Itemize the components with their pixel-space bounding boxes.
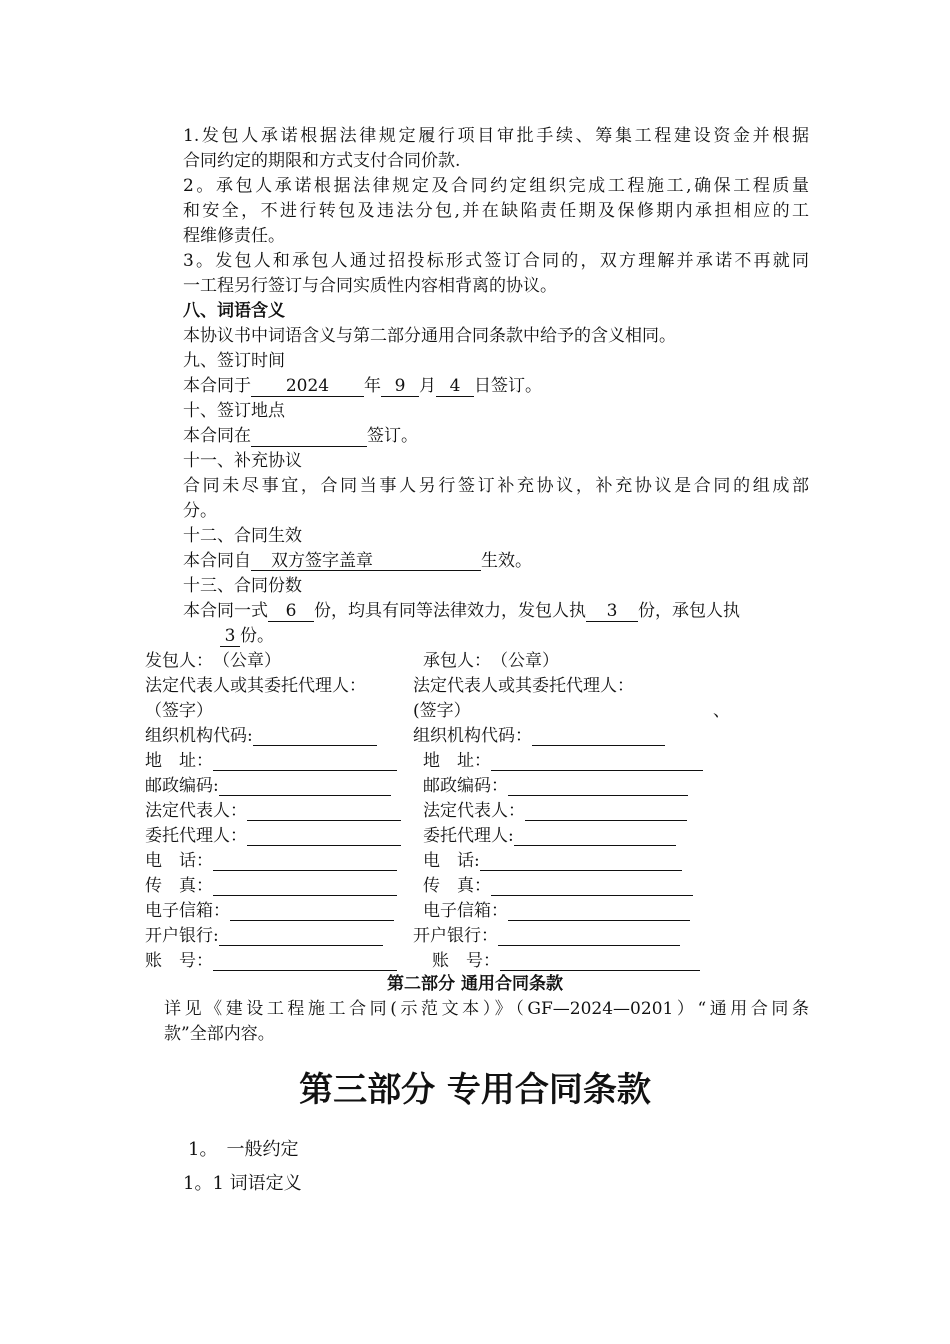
copies-line [183,599,809,624]
contractor-copies: 3 [220,627,240,647]
section-11-line-2: 分。 [183,501,217,521]
signing-place-field [251,427,367,447]
contractor-stray-mark: 、 [713,701,730,721]
contractor-bank-field[interactable] [498,926,680,946]
employer-postcode: 邮政编码: [145,774,391,799]
employer-org-code: 组织机构代码: [145,724,377,749]
section-11-heading: 十一、补充协议 [183,451,302,471]
contractor-postcode: 邮政编码： [423,774,688,799]
copies-mid-2: 份，承包人执 [638,601,740,621]
employer-account-field[interactable] [213,951,397,971]
contractor-agent: 委托代理人: [423,824,676,849]
signing-place-suffix: 签订。 [367,426,418,446]
employer-email: 电子信箱： [145,899,394,924]
contractor-bank: 开户银行： [413,924,680,949]
part-2-line-1: 详见《建设工程施工合同(示范文本）》（GF—2024—0201）“通用合同条 [164,999,809,1019]
part-3-item-1: 1。 一般约定 [188,1139,299,1160]
contractor-org-code: 组织机构代码： [413,724,665,749]
contractor-sign: (签字） [413,701,471,721]
promise-2-line-2: 和安全，不进行转包及违法分包,并在缺陷责任期及保修期内承担相应的工 [183,201,809,221]
employer-fax: 传 真： [145,874,397,899]
promise-1-line-2: 合同约定的期限和方式支付合同价款. [183,151,461,171]
employer-bank: 开户银行: [145,924,383,949]
section-10-heading: 十、签订地点 [183,401,285,421]
contractor-agent-field[interactable] [514,826,676,846]
employer-agent: 委托代理人： [145,824,401,849]
employer-bank-field[interactable] [219,926,383,946]
employer-fax-field[interactable] [213,876,397,896]
signing-date-suffix: 日签订。 [474,376,542,396]
employer-phone-field[interactable] [213,851,397,871]
employer-address: 地 址： [145,749,397,774]
section-9-heading: 九、签订时间 [183,351,285,371]
copies-suffix: 份。 [240,626,274,646]
signing-place-line [183,424,809,449]
section-12-heading: 十二、合同生效 [183,526,302,546]
effective-suffix: 生效。 [481,551,532,571]
employer-email-field[interactable] [230,901,394,921]
employer-legal-rep-field[interactable] [247,801,401,821]
effective-line [183,549,809,574]
contractor-postcode-field[interactable] [508,776,688,796]
part-2-line-2: 款”全部内容。 [164,1024,275,1044]
signing-date-prefix: 本合同于 [183,376,251,396]
section-8-heading: 八、词语含义 [183,301,285,321]
contractor-legal-rep-field[interactable] [525,801,687,821]
promise-1-line-1: 1.发包人承诺根据法律规定履行项目审批手续、筹集工程建设资金并根据 [183,126,809,146]
section-13-heading: 十三、合同份数 [183,576,302,596]
contractor-rep: 法定代表人或其委托代理人： [413,676,634,696]
copies-line-2 [220,624,846,649]
contractor-fax: 传 真： [423,874,693,899]
signing-year: 2024 [251,377,364,397]
employer-copies: 3 [586,602,638,622]
contractor-address-field[interactable] [491,751,703,771]
signing-day: 4 [436,377,474,397]
employer-rep: 法定代表人或其委托代理人： [145,676,366,696]
copies-mid-1: 份，均具有同等法律效力，发包人执 [314,601,586,621]
employer-sign: （签字） [145,701,213,721]
promise-3-line-1: 3。发包人和承包人通过招投标形式签订合同的，双方理解并承诺不再就同 [183,251,809,271]
employer-party: 发包人： （公章） [145,651,281,671]
contractor-legal-rep: 法定代表人： [423,799,687,824]
contractor-org-code-field[interactable] [532,726,665,746]
contractor-account-field[interactable] [500,951,700,971]
effective-prefix: 本合同自 [183,551,251,571]
contractor-account: 账 号： [432,949,700,974]
employer-postcode-field[interactable] [219,776,391,796]
promise-2-line-1: 2。承包人承诺根据法律规定及合同约定组织完成工程施工,确保工程质量 [183,176,809,196]
contractor-email: 电子信箱： [423,899,690,924]
contractor-fax-field[interactable] [491,876,693,896]
signing-place-prefix: 本合同在 [183,426,251,446]
contractor-email-field[interactable] [508,901,690,921]
copies-total: 6 [268,602,314,622]
employer-account: 账 号： [145,949,397,974]
signing-month: 9 [381,377,419,397]
part-3-title: 第三部分 专用合同条款 [299,1070,651,1110]
part-2-title: 第二部分 通用合同条款 [387,974,563,994]
contractor-phone: 电 话: [423,849,682,874]
contractor-party: 承包人： （公章） [423,651,559,671]
employer-legal-rep: 法定代表人： [145,799,401,824]
promise-2-line-3: 程维修责任。 [183,226,285,246]
effective-condition: 双方签字盖章 [251,552,481,571]
contractor-address: 地 址： [423,749,703,774]
employer-agent-field[interactable] [247,826,401,846]
promise-3-line-2: 一工程另行签订与合同实质性内容相背离的协议。 [183,276,557,296]
employer-address-field[interactable] [213,751,397,771]
copies-prefix: 本合同一式 [183,601,268,621]
contractor-phone-field[interactable] [480,851,682,871]
employer-org-code-field[interactable] [253,726,377,746]
signing-date-line [183,374,809,399]
section-11-line-1: 合同未尽事宜，合同当事人另行签订补充协议，补充协议是合同的组成部 [183,476,809,496]
part-3-item-1-1: 1。1 词语定义 [183,1173,302,1194]
month-unit: 月 [419,376,436,396]
section-8-text: 本协议书中词语含义与第二部分通用合同条款中给予的含义相同。 [183,326,676,346]
employer-phone: 电 话： [145,849,397,874]
year-unit: 年 [364,376,381,396]
